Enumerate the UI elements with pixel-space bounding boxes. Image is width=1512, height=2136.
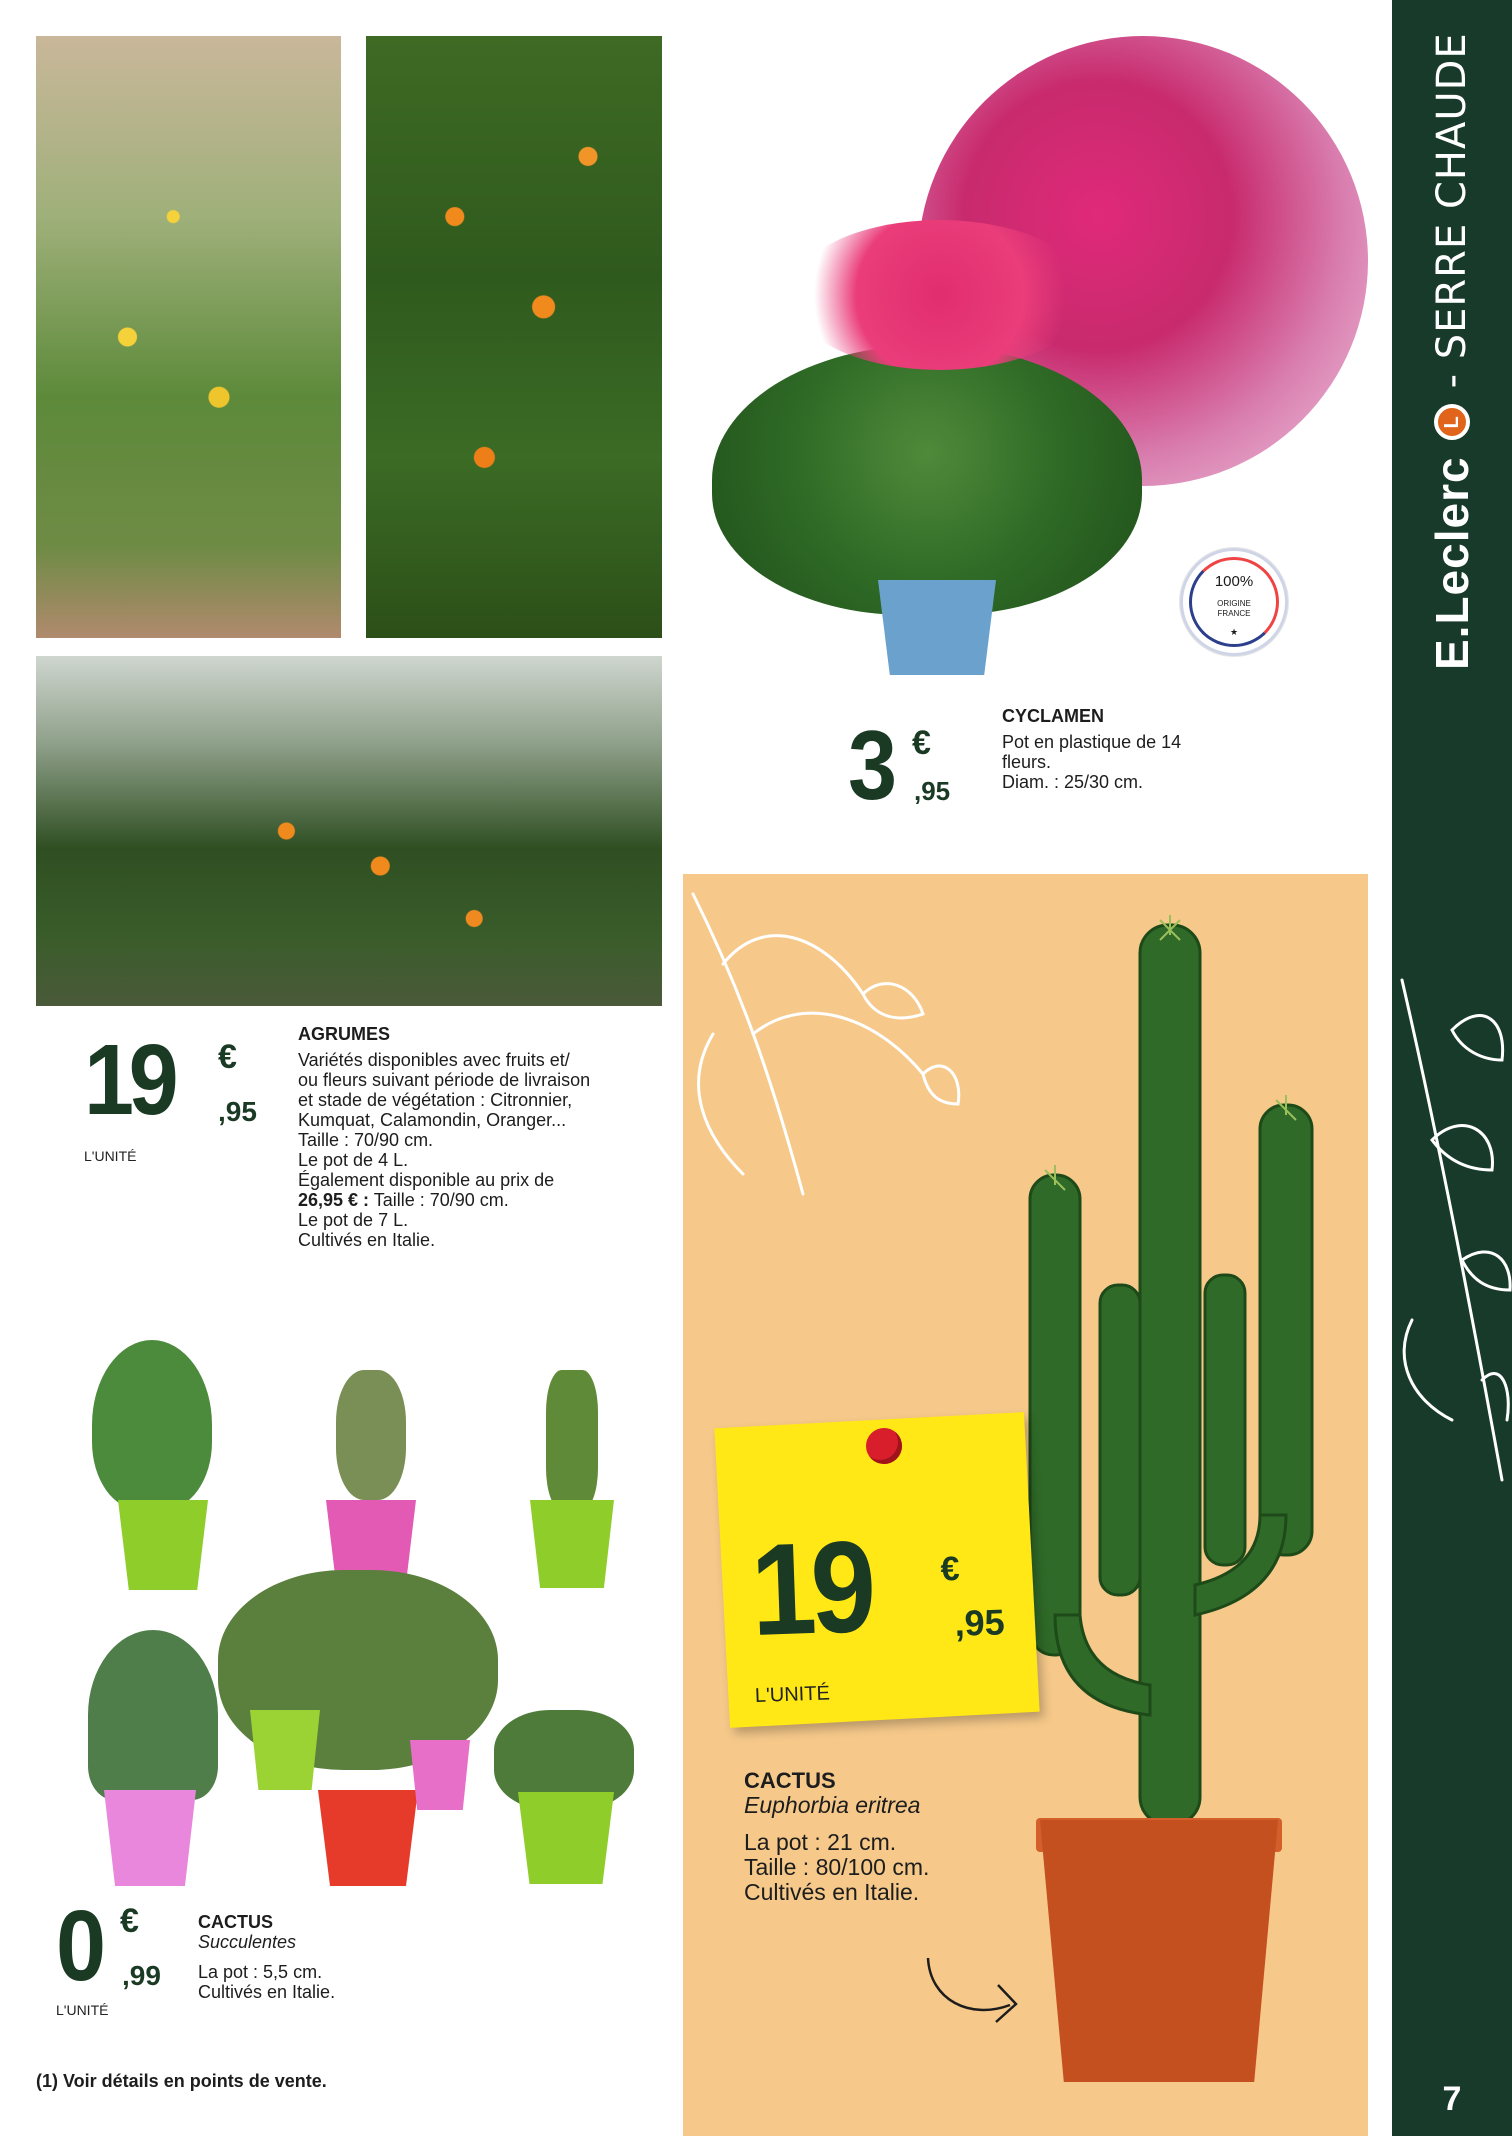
decorative-leaves-icon (683, 874, 963, 1204)
green-pot-3 (250, 1710, 320, 1790)
red-pot (318, 1790, 418, 1886)
agrumes-description: AGRUMES Variétés disponibles avec fruits et/ ou fleurs suivant période de livraison et stade de végétation : Citronnier, Kumquat, Calamondin, Oranger... Taille : 70/90 cm. Le pot de 4 L. Également disponible au prix de 26,95 € : Taille : 70/90 cm. Le pot de 7 L. Cultivés en Italie. (298, 1024, 668, 1250)
cyclamen-price: 3 € ,95 (848, 710, 951, 820)
footnote: (1) Voir détails en points de vente. (36, 2071, 327, 2091)
cactus-small-description: CACTUS Succulentes La pot : 5,5 cm. Cultivés en Italie. (198, 1912, 418, 2002)
page-number: 7 (1442, 2080, 1462, 2118)
agrumes-price: 19 € ,95 L'UNITÉ (84, 1024, 257, 1164)
cyclamen-title: CYCLAMEN (1002, 706, 1104, 726)
columnar-cactus-image (546, 1370, 598, 1510)
cactus-big-price: 19 € ,95 L'UNITÉ (748, 1512, 1006, 1708)
origine-france-badge (1180, 548, 1288, 656)
citrus-greenhouse-photo (36, 656, 662, 1006)
badge-percent: 100% (1214, 573, 1254, 590)
cactus-small-title: CACTUS (198, 1912, 273, 1932)
lemon-tree-photo (36, 36, 341, 638)
cyclamen-leaves-image (712, 345, 1142, 615)
brand-name: E.Leclerc (1426, 456, 1478, 670)
euphorbia-cactus-image (1010, 915, 1345, 1945)
cactus-small-price: 0 € ,99 L'UNITÉ (56, 1890, 161, 2018)
pink-pot-3 (410, 1740, 470, 1810)
cyclamen-description: CYCLAMEN Pot en plastique de 14 fleurs. Diam. : 25/30 cm. (1002, 706, 1242, 792)
badge-origin-text: ORIGINE FRANCE (1217, 599, 1251, 618)
aloe-plant-image (88, 1630, 218, 1800)
green-pot-1 (118, 1500, 208, 1590)
cactus-big-title: CACTUS (744, 1768, 836, 1793)
cactus-big-description: CACTUS Euphorbia eritrea La pot : 21 cm. Taille : 80/100 cm. Cultivés en Italie. (744, 1768, 984, 1905)
green-pot-4 (518, 1792, 614, 1884)
sidebar-title (1412, 10, 1492, 670)
leclerc-logo-icon: L (1434, 404, 1470, 440)
section-title: - SERRE CHAUDE (1429, 32, 1475, 389)
round-cactus-image (336, 1370, 406, 1500)
curved-arrow-icon (920, 1950, 1030, 2030)
agrumes-title: AGRUMES (298, 1024, 391, 1044)
star-icon: ★ (1229, 627, 1239, 637)
pushpin-icon (866, 1428, 902, 1464)
cyclamen-flowers-image (790, 220, 1090, 370)
cactus-terracotta-pot (1040, 1820, 1278, 2082)
jade-plant-image (92, 1340, 212, 1510)
pink-pot-2 (104, 1790, 196, 1886)
cyclamen-pot-image (878, 580, 996, 675)
sidebar-leaf-ornament-icon (1392, 960, 1512, 1520)
green-pot-2 (530, 1500, 614, 1588)
orange-tree-photo (366, 36, 662, 638)
